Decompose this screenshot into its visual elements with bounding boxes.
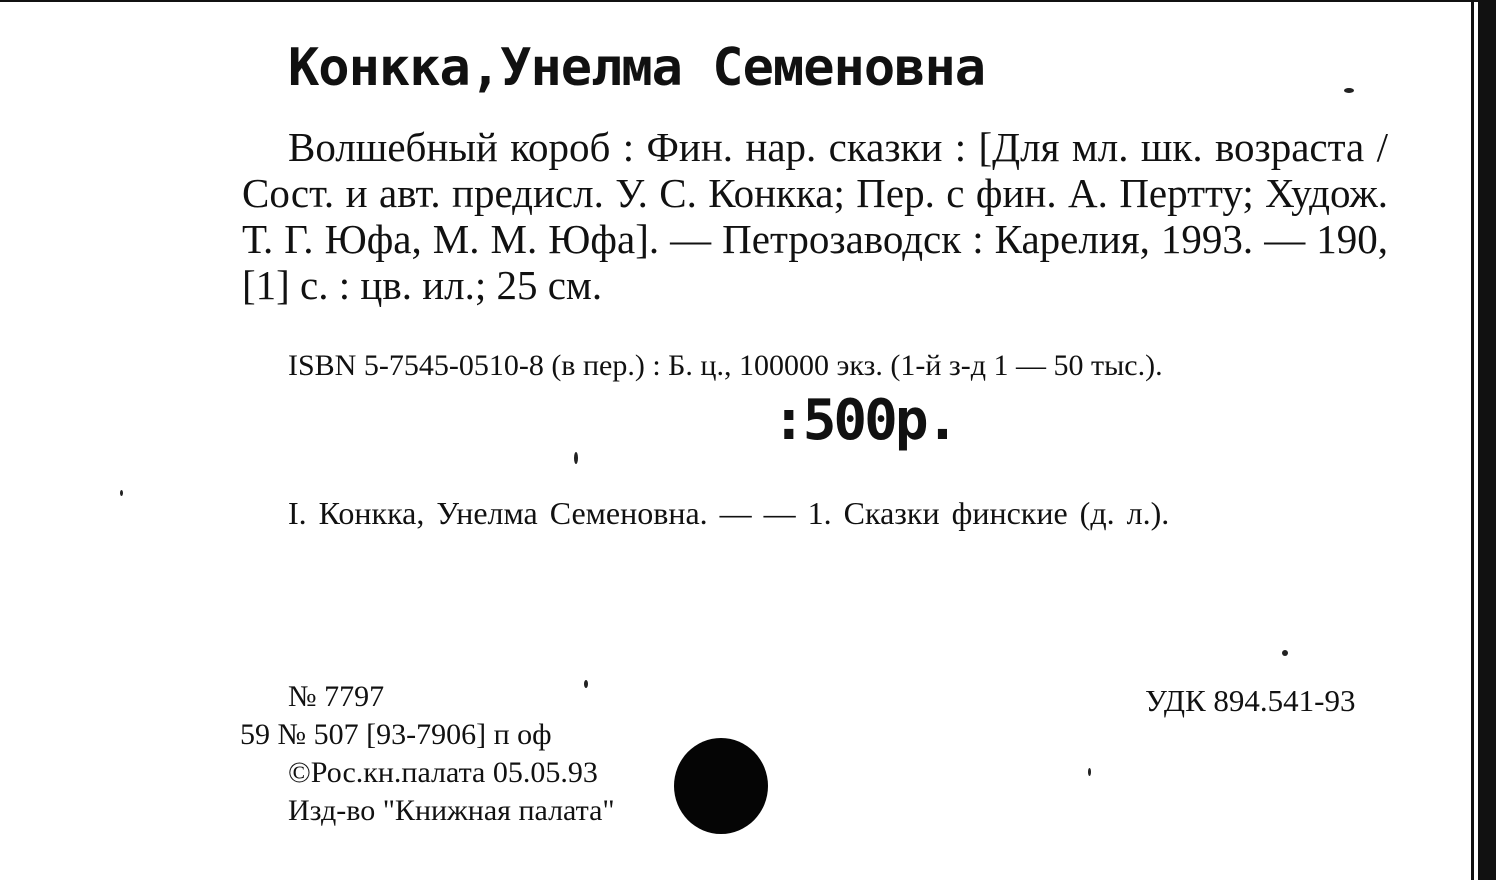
top-border — [0, 0, 1496, 2]
ink-speck — [120, 490, 123, 496]
right-border — [1478, 0, 1496, 880]
right-border-line — [1471, 0, 1474, 880]
ink-speck — [584, 680, 588, 688]
ink-speck — [574, 452, 578, 464]
card-number: № 7797 — [288, 680, 385, 713]
isbn-line: ISBN 5-7545-0510-8 (в пер.) : Б. ц., 100000 экз. (1-й з-д 1 — 50 тыс.). — [288, 349, 1163, 382]
ink-blot — [674, 738, 768, 834]
ink-speck — [1344, 88, 1354, 93]
price-stamp: :500р. — [772, 388, 957, 453]
udc-code: УДК 894.541-93 — [1145, 683, 1356, 718]
ink-speck — [1282, 650, 1288, 656]
publisher-line: Изд-во "Книжная палата" — [288, 794, 615, 827]
ink-speck — [1088, 768, 1091, 776]
bibliographic-description: Волшебный короб : Фин. нар. сказки : [Для мл. шк. возраста / Сост. и авт. предисл. У. С. Конкка; Пер. с фин. А. Пертту; Худож. Т. Г. Юфа, М. М. Юфа]. — Петрозаводск : Карелия, 1993. — 190,[1] с. : цв. ил.; 25 см. — [242, 124, 1388, 308]
copyright-line: ©Рос.кн.палата 05.05.93 — [288, 756, 598, 789]
author-heading: Конкка,Унелма Семеновна — [288, 38, 986, 98]
registration-line: 59 № 507 [93-7906] п оф — [240, 718, 552, 751]
tracing-line: I. Конкка, Унелма Семеновна. — — 1. Сказки финские (д. л.). — [288, 495, 1170, 531]
